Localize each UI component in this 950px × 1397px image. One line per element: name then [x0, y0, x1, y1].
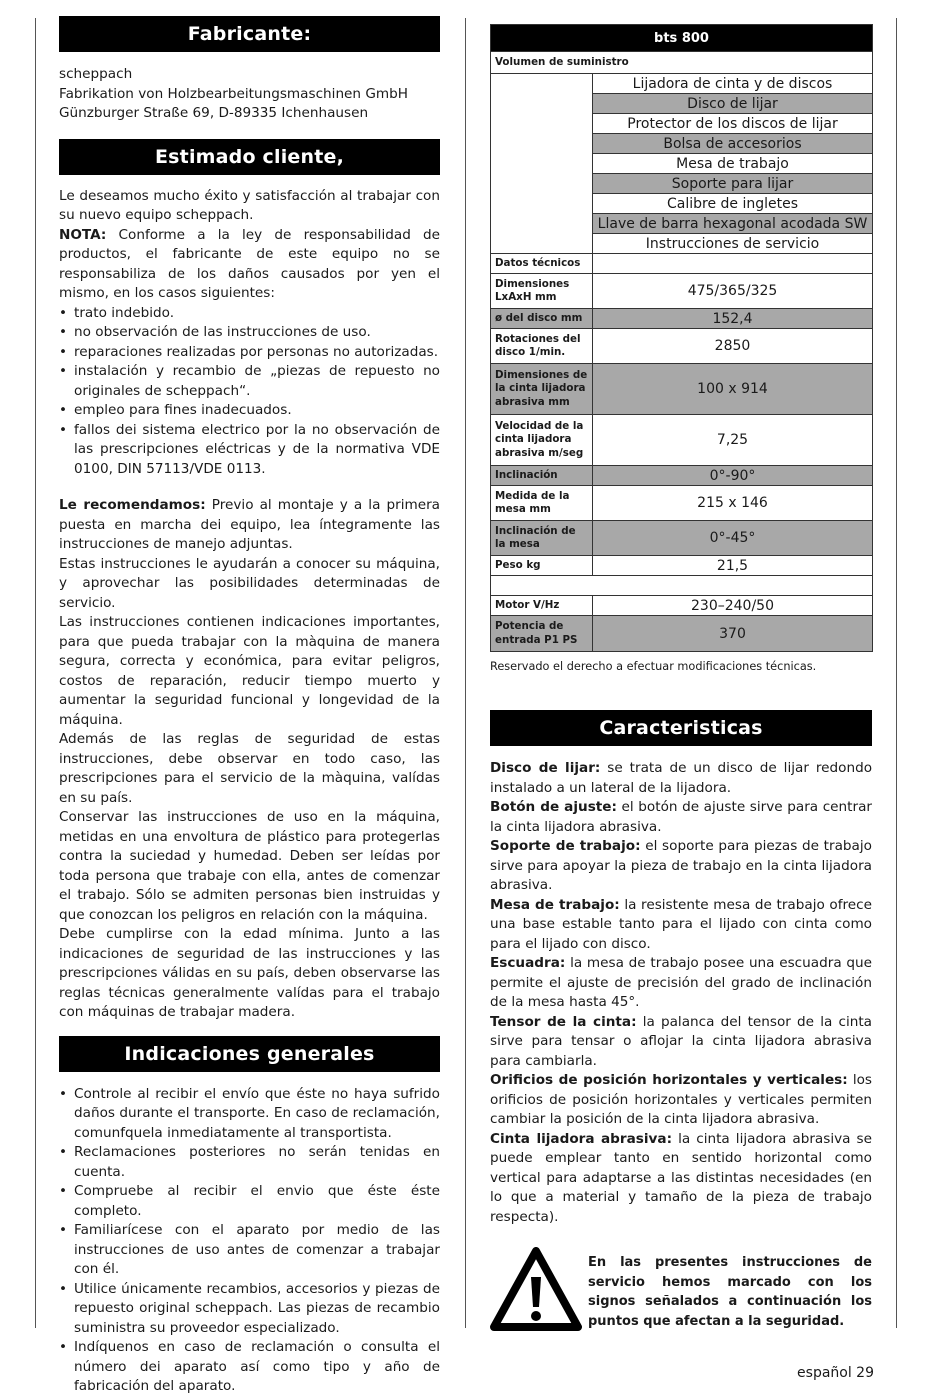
- spec-row-label: Medida de la mesa mm: [491, 486, 593, 521]
- blank-row: [491, 576, 873, 596]
- spec-model-header: bts 800: [491, 25, 873, 52]
- motor-row-label: Motor V/Hz: [491, 596, 593, 616]
- spec-row-value: 215 x 146: [593, 486, 873, 521]
- spec-note: Reservado el derecho a efectuar modificaciones técnicas.: [490, 660, 817, 673]
- manufacturer-heading: Fabricante:: [59, 16, 440, 52]
- list-item: • no observación de las instrucciones de uso.: [59, 324, 371, 340]
- tech-label: Datos técnicos: [491, 254, 593, 274]
- spec-row-label: Inclinación de la mesa: [491, 521, 593, 556]
- supply-item: Disco de lijar: [593, 94, 873, 114]
- general-list: [59, 1085, 440, 1397]
- spec-row-label: Peso kg: [491, 556, 593, 576]
- right-column: [490, 0, 872, 1331]
- spec-row-value: 21,5: [593, 556, 873, 576]
- motor-row-label: Potencia de entrada P1 PS: [491, 616, 593, 652]
- list-item: • Familiarícese con el aparato por medio de las instrucciones de uso antes de comenzar a trabajar con él.: [59, 1222, 440, 1277]
- list-item: • instalación y recambio de „piezas de repuesto no originales de scheppach“.: [59, 363, 440, 399]
- motor-row-value: 370: [593, 616, 873, 652]
- feature-item: Botón de ajuste: el botón de ajuste sirve para centrar la cinta lijadora abrasiva.: [490, 799, 872, 835]
- feature-item: Soporte de trabajo: el soporte para piezas de trabajo sirve para apoyar la pieza de trabajo en la cinta lijadora abrasiva.: [490, 838, 872, 893]
- list-item: • Utilice únicamente recambios, accesorios y piezas de repuesto original scheppach. Las piezas de recambio suministra su proveedor especializado.: [59, 1280, 440, 1336]
- motor-row-value: 230–240/50: [593, 596, 873, 616]
- list-item: • Reclamaciones posteriores no serán tenidas en cuenta.: [59, 1144, 440, 1180]
- manufacturer-address: [59, 65, 440, 124]
- general-heading: Indicaciones generales: [59, 1036, 440, 1072]
- recommendation-label: Le recomendamos:: [59, 497, 206, 513]
- supply-blank-cell: [491, 74, 593, 254]
- feature-item: Mesa de trabajo: la resistente mesa de trabajo ofrece una base estable tanto para el lijado con cinta como para el lijado con disco.: [490, 896, 872, 952]
- list-item: • Controle al recibir el envío que éste no haya sufrido daños durante el transporte. En caso de reclamación, comunfquela inmediatamente al transportista.: [59, 1085, 440, 1141]
- supply-item: Soporte para lijar: [593, 174, 873, 194]
- spec-table: [490, 24, 873, 652]
- supply-item: Calibre de ingletes: [593, 194, 873, 214]
- list-item: • Indíquenos en caso de reclamación o consulta el número dei aparato así como tipo y año de fabricación del aparato.: [59, 1339, 440, 1394]
- list-item: • reparaciones realizadas por personas no autorizadas.: [59, 343, 439, 360]
- list-item: • trato indebido.: [59, 304, 175, 321]
- blank-cell: [593, 254, 873, 274]
- spec-row-label: Dimensiones de la cinta lijadora abrasiva mm: [491, 364, 593, 415]
- supply-item: Lijadora de cinta y de discos: [593, 74, 873, 94]
- spec-row-value: 0°-90°: [593, 466, 873, 486]
- supply-label: Volumen de suministro: [491, 52, 873, 74]
- features-heading: Caracteristicas: [490, 710, 872, 746]
- customer-paragraph: Debe cumplirse con la edad mínima. Junto a las indicaciones de seguridad de las instrucciones y las prescripciones válidas en su país, deben observarse las reglas técnicas generalmente valídas para el trabajo con máquinas de trabajar madera.: [59, 926, 440, 1020]
- list-item: • fallos dei sistema electrico por la no observación de las prescripciones eléctricas y de la normativa VDE 0100, DIN 57113/VDE 0113.: [59, 421, 440, 477]
- manufacturer-line: scheppach: [59, 66, 133, 82]
- supply-item: Protector de los discos de lijar: [593, 114, 873, 134]
- center-divider-line: [465, 18, 466, 1328]
- warning-icon: [490, 1247, 582, 1331]
- recommendation-paragraph: Le recomendamos: Previo al montaje y a la primera puesta en marcha dei equipo, lea íntegramente las instrucciones de manejo adjuntas.: [59, 497, 440, 552]
- spec-row-label: Rotaciones del disco 1/min.: [491, 329, 593, 364]
- spec-row-value: 475/365/325: [593, 274, 873, 309]
- nota-paragraph: [59, 226, 440, 304]
- spec-row-value: 100 x 914: [593, 364, 873, 415]
- list-item: • empleo para fines inadecuados.: [59, 402, 292, 418]
- supply-item: Instrucciones de servicio: [593, 234, 873, 254]
- customer-intro: Le deseamos mucho éxito y satisfacción al trabajar con su nuevo equipo scheppach.: [59, 187, 440, 223]
- customer-paragraph: Estas instrucciones le ayudarán a conocer su máquina, y aprovechar las posibilidades determinadas de servicio.: [59, 555, 440, 611]
- spec-row-value: 7,25: [593, 415, 873, 466]
- supply-item: Mesa de trabajo: [593, 154, 873, 174]
- manufacturer-line: Fabrikation von Holzbearbeitungsmaschinen GmbH: [59, 85, 408, 102]
- warning-text: En las presentes instrucciones de servicio hemos marcado con los signos señalados a continuación los puntos que afectan a la seguridad.: [588, 1255, 872, 1329]
- customer-paragraph: Conservar las instrucciones de uso en la máquina, metidas en una envoltura de plástico para protegerlas contra la suciedad y humedad. Deben ser leídas por toda persona que trabaje con ella, antes de comenzar el trabajo. Sólo se admiten personas bien instruidas y que conozcan los peligros en relación con la máquina.: [59, 809, 440, 923]
- left-column: [59, 0, 440, 1397]
- spec-row-label: Dimensiones LxAxH mm: [491, 274, 593, 309]
- customer-paragraph: Además de las reglas de seguridad de estas instrucciones, debe observar en todo caso, las prescripciones para el servicio de la màquina, valídas en su país.: [59, 731, 440, 806]
- right-margin-line: [896, 18, 897, 1328]
- list-item: • Compruebe al recibir el envio que éste éste completo.: [59, 1183, 440, 1219]
- supply-item: Llave de barra hexagonal acodada SW: [593, 214, 873, 234]
- feature-item: Orificios de posición horizontales y verticales: los orificios de posición horizontales y verticales permiten cambiar la posición de la cinta lijadora abrasiva.: [490, 1072, 872, 1127]
- spec-row-value: 152,4: [593, 309, 873, 329]
- manufacturer-line: Günzburger Straße 69, D-89335 Ichenhausen: [59, 105, 369, 121]
- safety-warning-block: [490, 1253, 872, 1331]
- nota-label: NOTA:: [59, 226, 107, 243]
- spec-row-label: Inclinación: [491, 466, 593, 486]
- feature-item: Escuadra: la mesa de trabajo posee una escuadra que permite el ajuste de precisión del grado de inclinación de la mesa hasta 45°.: [490, 955, 872, 1010]
- spec-row-label: Velocidad de la cinta lijadora abrasiva m/seg: [491, 415, 593, 466]
- feature-item: Disco de lijar: se trata de un disco de lijar redondo instalado a un lateral de la lijadora.: [490, 760, 873, 796]
- feature-item: Cinta lijadora abrasiva: la cinta lijadora abrasiva se puede emplear tanto en sentido horizontal como vertical para adaptarse a las distintas necesidades (en lo que a material y tamaño de la pieza de trabajo respecta).: [490, 1130, 872, 1225]
- customer-heading: Estimado cliente,: [59, 139, 440, 175]
- page-footer: español 29: [797, 1365, 874, 1381]
- spec-row-value: 0°-45°: [593, 521, 873, 556]
- feature-item: Tensor de la cinta: la palanca del tensor de la cinta sirve para tensar o aflojar la cinta lijadora abrasiva para cambiarla.: [490, 1013, 872, 1069]
- spec-row-label: ø del disco mm: [491, 309, 593, 329]
- supply-item: Bolsa de accesorios: [593, 134, 873, 154]
- features-list: [490, 759, 872, 1227]
- customer-paragraph: Las instrucciones contienen indicaciones importantes, para que pueda trabajar con la màquina de manera segura, correcta y económica, para evitar peligros, costos de reparación, reducir tiempo muerto y aumentar la seguridad funcional y longevidad de la máquina.: [59, 614, 440, 728]
- nota-text: Conforme a la ley de responsabilidad de productos, el fabricante de este equipo no se responsabiliza de los daños causados por yen el mismo, en los casos siguientes:: [59, 226, 440, 301]
- spec-row-value: 2850: [593, 329, 873, 364]
- left-margin-line: [35, 18, 36, 1328]
